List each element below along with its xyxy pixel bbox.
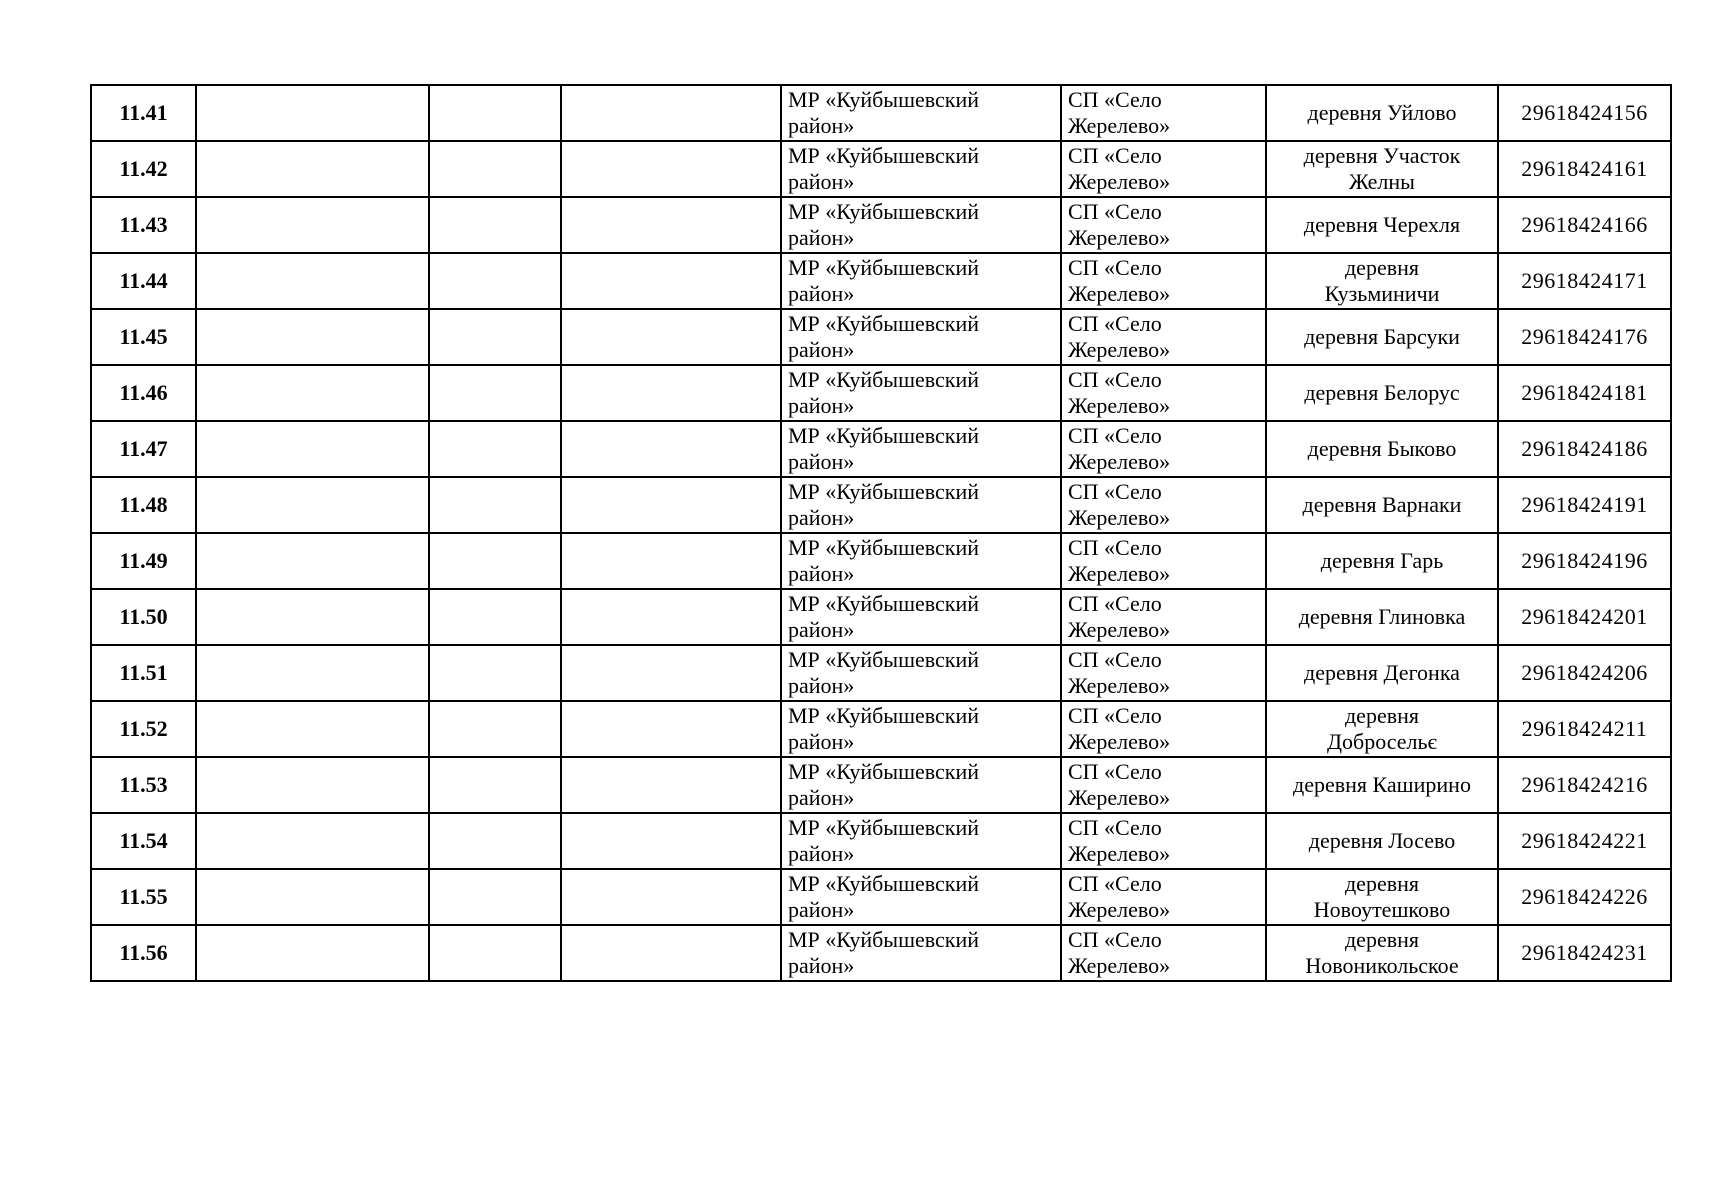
row-number-cell: 11.56 (91, 925, 196, 981)
table-row (91, 477, 1671, 533)
district-cell (781, 533, 1061, 589)
settlement-cell-line: СП «Село (1068, 535, 1162, 560)
village-cell-line: деревня Участок (1303, 143, 1461, 168)
empty-cell (196, 925, 429, 981)
district-cell-line: район» (788, 561, 855, 586)
settlement-cell-line: СП «Село (1068, 479, 1162, 504)
settlement-cell (1061, 925, 1266, 981)
oktmo-code-cell: 29618424161 (1498, 141, 1671, 197)
settlement-cell-line: Жерелево» (1068, 729, 1171, 754)
settlement-cell (1061, 533, 1266, 589)
oktmo-code-cell: 29618424186 (1498, 421, 1671, 477)
village-cell (1266, 421, 1498, 477)
table-row (91, 309, 1671, 365)
table-row (91, 645, 1671, 701)
district-cell (781, 421, 1061, 477)
village-cell (1266, 813, 1498, 869)
village-cell (1266, 309, 1498, 365)
empty-cell (561, 533, 781, 589)
settlement-cell-line: СП «Село (1068, 927, 1162, 952)
settlement-cell-line: Жерелево» (1068, 897, 1171, 922)
settlement-cell-line: СП «Село (1068, 703, 1162, 728)
settlement-cell-line: СП «Село (1068, 199, 1162, 224)
settlement-cell (1061, 365, 1266, 421)
settlement-cell (1061, 253, 1266, 309)
settlement-cell (1061, 477, 1266, 533)
district-cell-line: МР «Куйбышевский (788, 311, 980, 336)
district-cell-line: район» (788, 729, 855, 754)
settlement-cell-line: Жерелево» (1068, 113, 1171, 138)
village-cell-line: деревня Белорус (1304, 380, 1460, 405)
empty-cell (561, 701, 781, 757)
village-cell-line: деревня Каширино (1293, 772, 1471, 797)
settlement-cell (1061, 85, 1266, 141)
village-cell (1266, 197, 1498, 253)
row-number-cell: 11.51 (91, 645, 196, 701)
empty-cell (196, 365, 429, 421)
empty-cell (429, 813, 561, 869)
district-cell (781, 645, 1061, 701)
district-cell-line: район» (788, 505, 855, 530)
district-cell-line: район» (788, 225, 855, 250)
settlement-cell-line: Жерелево» (1068, 953, 1171, 978)
district-cell-line: район» (788, 953, 855, 978)
row-number-cell: 11.47 (91, 421, 196, 477)
district-cell-line: МР «Куйбышевский (788, 647, 980, 672)
settlement-cell-line: СП «Село (1068, 759, 1162, 784)
row-number-cell: 11.55 (91, 869, 196, 925)
village-cell (1266, 141, 1498, 197)
table-row (91, 85, 1671, 141)
row-number-cell: 11.42 (91, 141, 196, 197)
empty-cell (429, 869, 561, 925)
settlement-cell-line: СП «Село (1068, 311, 1162, 336)
village-cell (1266, 645, 1498, 701)
oktmo-code-cell: 29618424211 (1498, 701, 1671, 757)
empty-cell (429, 309, 561, 365)
district-cell-line: МР «Куйбышевский (788, 591, 980, 616)
district-cell-line: МР «Куйбышевский (788, 535, 980, 560)
empty-cell (561, 141, 781, 197)
table-row (91, 365, 1671, 421)
settlement-cell-line: СП «Село (1068, 647, 1162, 672)
village-cell-line: деревня (1344, 871, 1419, 896)
settlement-cell-line: Жерелево» (1068, 449, 1171, 474)
district-cell (781, 813, 1061, 869)
settlement-cell (1061, 197, 1266, 253)
row-number-cell: 11.50 (91, 589, 196, 645)
district-cell (781, 701, 1061, 757)
empty-cell (561, 925, 781, 981)
district-cell (781, 925, 1061, 981)
village-cell (1266, 365, 1498, 421)
empty-cell (561, 85, 781, 141)
settlement-cell-line: СП «Село (1068, 591, 1162, 616)
settlement-cell-line: СП «Село (1068, 255, 1162, 280)
settlement-cell-line: Жерелево» (1068, 673, 1171, 698)
oktmo-code-cell: 29618424191 (1498, 477, 1671, 533)
empty-cell (561, 589, 781, 645)
village-cell-line: деревня Гарь (1320, 548, 1444, 573)
empty-cell (196, 645, 429, 701)
district-cell-line: МР «Куйбышевский (788, 423, 980, 448)
empty-cell (561, 813, 781, 869)
oktmo-code-cell: 29618424206 (1498, 645, 1671, 701)
empty-cell (429, 477, 561, 533)
village-cell-line: деревня Барсуки (1304, 324, 1460, 349)
row-number-cell: 11.52 (91, 701, 196, 757)
village-cell (1266, 925, 1498, 981)
settlement-cell-line: Жерелево» (1068, 505, 1171, 530)
village-cell-line: деревня (1344, 703, 1419, 728)
empty-cell (196, 757, 429, 813)
table-row (91, 533, 1671, 589)
table-row (91, 589, 1671, 645)
settlement-cell-line: Жерелево» (1068, 281, 1171, 306)
district-cell-line: МР «Куйбышевский (788, 367, 980, 392)
village-cell (1266, 533, 1498, 589)
district-cell-line: МР «Куйбышевский (788, 479, 980, 504)
settlement-cell (1061, 701, 1266, 757)
village-cell (1266, 701, 1498, 757)
empty-cell (561, 477, 781, 533)
settlement-cell-line: Жерелево» (1068, 841, 1171, 866)
village-cell (1266, 85, 1498, 141)
settlement-cell (1061, 589, 1266, 645)
settlement-cell-line: СП «Село (1068, 87, 1162, 112)
district-cell-line: район» (788, 281, 855, 306)
district-cell (781, 197, 1061, 253)
empty-cell (429, 253, 561, 309)
settlement-cell-line: Жерелево» (1068, 785, 1171, 810)
oktmo-code-cell: 29618424171 (1498, 253, 1671, 309)
empty-cell (196, 197, 429, 253)
village-cell-line: Желны (1349, 169, 1415, 194)
row-number-cell: 11.46 (91, 365, 196, 421)
settlement-cell (1061, 757, 1266, 813)
settlement-cell (1061, 869, 1266, 925)
empty-cell (429, 85, 561, 141)
row-number-cell: 11.45 (91, 309, 196, 365)
empty-cell (429, 645, 561, 701)
district-cell-line: МР «Куйбышевский (788, 871, 980, 896)
oktmo-code-cell: 29618424216 (1498, 757, 1671, 813)
table-row (91, 813, 1671, 869)
settlement-cell-line: Жерелево» (1068, 225, 1171, 250)
village-cell-line: деревня Уйлово (1307, 100, 1457, 125)
empty-cell (429, 701, 561, 757)
district-cell-line: МР «Куйбышевский (788, 143, 980, 168)
village-cell-line: Новоникольское (1305, 953, 1459, 978)
row-number-cell: 11.43 (91, 197, 196, 253)
district-cell-line: район» (788, 785, 855, 810)
village-cell (1266, 253, 1498, 309)
table-row (91, 253, 1671, 309)
settlement-cell (1061, 813, 1266, 869)
table-row (91, 925, 1671, 981)
oktmo-code-cell: 29618424226 (1498, 869, 1671, 925)
settlement-cell (1061, 309, 1266, 365)
empty-cell (196, 421, 429, 477)
village-cell-line: деревня (1344, 255, 1419, 280)
empty-cell (561, 197, 781, 253)
settlement-cell-line: Жерелево» (1068, 393, 1171, 418)
table-row (91, 701, 1671, 757)
table-row (91, 141, 1671, 197)
village-cell (1266, 869, 1498, 925)
settlement-cell-line: Жерелево» (1068, 169, 1171, 194)
oktmo-code-cell: 29618424231 (1498, 925, 1671, 981)
village-cell-line: Кузьминичи (1324, 281, 1440, 306)
district-cell-line: МР «Куйбышевский (788, 759, 980, 784)
empty-cell (196, 869, 429, 925)
table-row (91, 421, 1671, 477)
district-cell (781, 869, 1061, 925)
village-cell-line: Новоутешково (1313, 897, 1451, 922)
district-cell-line: район» (788, 449, 855, 474)
oktmo-code-cell: 29618424176 (1498, 309, 1671, 365)
district-cell (781, 85, 1061, 141)
village-cell (1266, 757, 1498, 813)
district-cell-line: МР «Куйбышевский (788, 927, 980, 952)
district-cell-line: МР «Куйбышевский (788, 199, 980, 224)
settlement-cell-line: Жерелево» (1068, 337, 1171, 362)
row-number-cell: 11.41 (91, 85, 196, 141)
empty-cell (429, 925, 561, 981)
settlement-cell-line: СП «Село (1068, 423, 1162, 448)
settlement-cell-line: СП «Село (1068, 367, 1162, 392)
district-cell (781, 365, 1061, 421)
village-cell-line: деревня Лосево (1308, 828, 1456, 853)
empty-cell (561, 421, 781, 477)
row-number-cell: 11.44 (91, 253, 196, 309)
district-cell-line: район» (788, 673, 855, 698)
district-cell (781, 477, 1061, 533)
empty-cell (561, 253, 781, 309)
settlement-cell (1061, 141, 1266, 197)
district-cell (781, 757, 1061, 813)
district-cell-line: район» (788, 617, 855, 642)
oktmo-code-cell: 29618424201 (1498, 589, 1671, 645)
empty-cell (196, 253, 429, 309)
district-cell (781, 309, 1061, 365)
village-cell-line: деревня Глиновка (1298, 604, 1466, 629)
village-cell-line: деревня (1344, 927, 1419, 952)
empty-cell (429, 421, 561, 477)
row-number-cell: 11.48 (91, 477, 196, 533)
empty-cell (429, 141, 561, 197)
settlement-cell (1061, 421, 1266, 477)
district-cell (781, 253, 1061, 309)
district-cell-line: МР «Куйбышевский (788, 815, 980, 840)
district-cell-line: район» (788, 897, 855, 922)
table-body (91, 85, 1671, 981)
district-cell (781, 589, 1061, 645)
village-cell-line: Добросельє (1327, 729, 1437, 754)
village-cell-line: деревня Варнаки (1302, 492, 1462, 517)
oktmo-code-cell: 29618424221 (1498, 813, 1671, 869)
row-number-cell: 11.54 (91, 813, 196, 869)
settlement-cell-line: Жерелево» (1068, 617, 1171, 642)
empty-cell (429, 197, 561, 253)
empty-cell (196, 85, 429, 141)
row-number-cell: 11.53 (91, 757, 196, 813)
table-row (91, 197, 1671, 253)
empty-cell (196, 309, 429, 365)
empty-cell (429, 757, 561, 813)
empty-cell (561, 365, 781, 421)
empty-cell (196, 701, 429, 757)
village-cell-line: деревня Дегонка (1304, 660, 1460, 685)
district-cell-line: район» (788, 113, 855, 138)
settlement-cell-line: Жерелево» (1068, 561, 1171, 586)
empty-cell (429, 589, 561, 645)
empty-cell (196, 477, 429, 533)
district-cell-line: район» (788, 393, 855, 418)
settlement-cell-line: СП «Село (1068, 143, 1162, 168)
district-cell-line: МР «Куйбышевский (788, 255, 980, 280)
empty-cell (429, 533, 561, 589)
empty-cell (561, 309, 781, 365)
empty-cell (196, 813, 429, 869)
empty-cell (561, 645, 781, 701)
district-cell-line: МР «Куйбышевский (788, 703, 980, 728)
empty-cell (196, 141, 429, 197)
table-row (91, 869, 1671, 925)
empty-cell (196, 589, 429, 645)
settlement-cell (1061, 645, 1266, 701)
village-cell-line: деревня Черехля (1303, 212, 1461, 237)
empty-cell (196, 533, 429, 589)
district-cell (781, 141, 1061, 197)
district-cell-line: район» (788, 169, 855, 194)
empty-cell (561, 757, 781, 813)
district-cell-line: МР «Куйбышевский (788, 87, 980, 112)
oktmo-code-cell: 29618424196 (1498, 533, 1671, 589)
village-cell (1266, 589, 1498, 645)
table-row (91, 757, 1671, 813)
empty-cell (561, 869, 781, 925)
oktmo-code-cell: 29618424181 (1498, 365, 1671, 421)
oktmo-code-cell: 29618424156 (1498, 85, 1671, 141)
empty-cell (429, 365, 561, 421)
district-cell-line: район» (788, 337, 855, 362)
oktmo-code-cell: 29618424166 (1498, 197, 1671, 253)
village-cell (1266, 477, 1498, 533)
district-cell-line: район» (788, 841, 855, 866)
village-cell-line: деревня Быково (1307, 436, 1457, 461)
settlement-cell-line: СП «Село (1068, 815, 1162, 840)
row-number-cell: 11.49 (91, 533, 196, 589)
settlement-cell-line: СП «Село (1068, 871, 1162, 896)
settlements-table (90, 84, 1672, 982)
